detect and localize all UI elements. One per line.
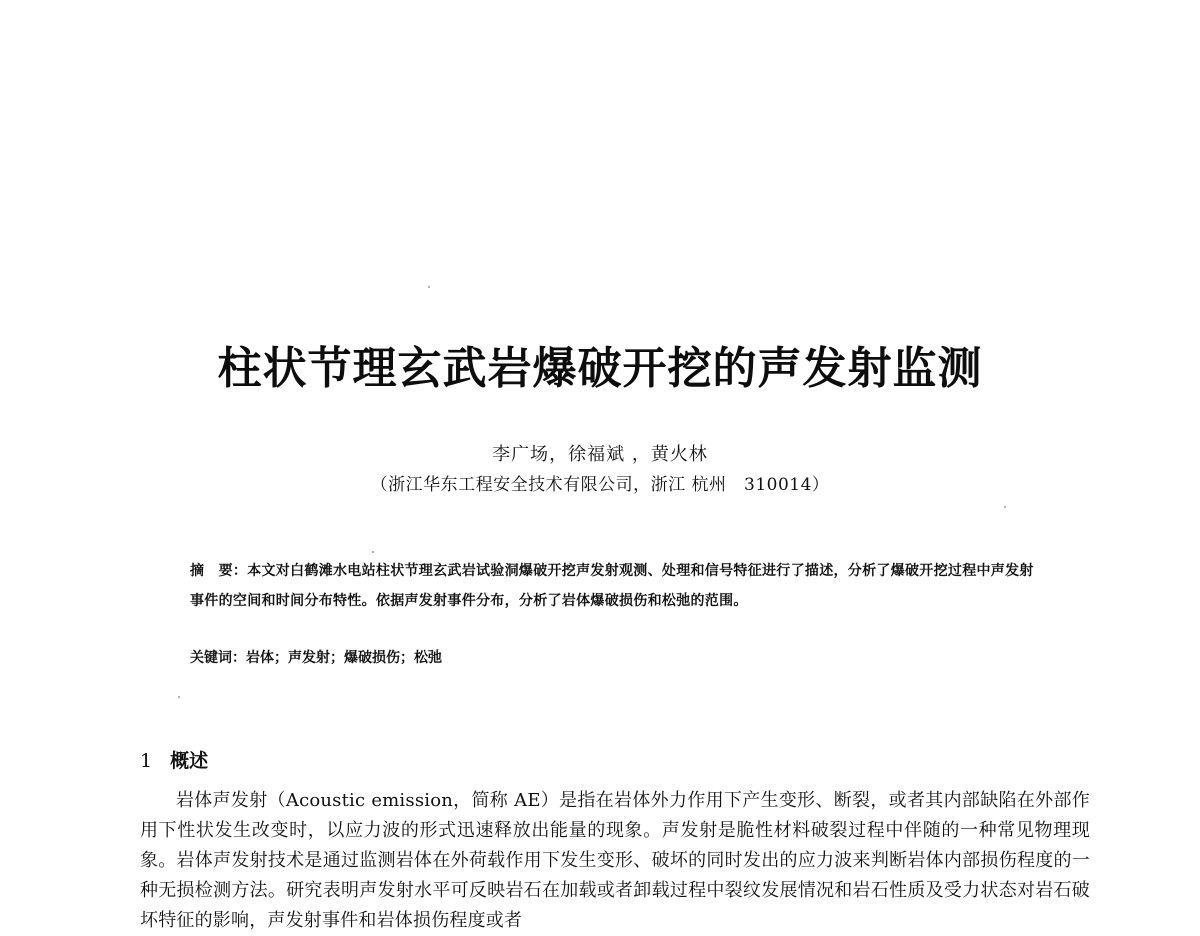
scan-speck <box>372 551 374 553</box>
abstract-label: 摘 要： <box>190 563 248 579</box>
keywords-text: 岩体；声发射；爆破损伤；松弛 <box>246 650 442 666</box>
abstract-block <box>190 556 1040 616</box>
section-heading <box>140 748 208 774</box>
body-paragraph: 岩体声发射（Acoustic emission，简称 AE）是指在岩体外力作用下产生变形、断裂，或者其内部缺陷在外部作用下性状发生改变时，以应力波的形式迅速释放出能量的现象。声发射是脆性材料破裂过程中伴随的一种常见物理现象。岩体声发射技术是通过监测岩体在外荷载作用下发生变形、破坏的同时发出的应力波来判断岩体内部损伤程度的一种无损检测方法。研究表明声发射水平可反映岩石在加载或者卸载过程中裂纹发展情况和岩石性质及受力状态对岩石破坏特征的影响，声发射事件和岩体损伤程度或者 <box>140 790 1090 931</box>
section-title: 概述 <box>170 750 209 772</box>
scan-speck <box>178 696 180 698</box>
author-affiliation: （浙江华东工程安全技术有限公司，浙江 杭州 310014） <box>370 475 830 495</box>
paper-title: 柱状节理玄武岩爆破开挖的声发射监测 <box>217 343 983 394</box>
abstract-text: 本文对白鹤滩水电站柱状节理玄武岩试验洞爆破开挖声发射观测、处理和信号特征进行了描述，分析了爆破开挖过程中声发射事件的空间和时间分布特性。依据声发射事件分布，分析了岩体爆破损伤和松弛的范围。 <box>190 563 1034 609</box>
scan-speck <box>1004 506 1006 508</box>
keywords-block <box>190 646 1040 670</box>
section-number: 1 <box>140 750 153 772</box>
keywords-label: 关键词： <box>190 650 246 666</box>
scan-speck <box>428 286 430 288</box>
author-list: 李广场，徐福斌 ，黄火林 <box>492 444 708 465</box>
